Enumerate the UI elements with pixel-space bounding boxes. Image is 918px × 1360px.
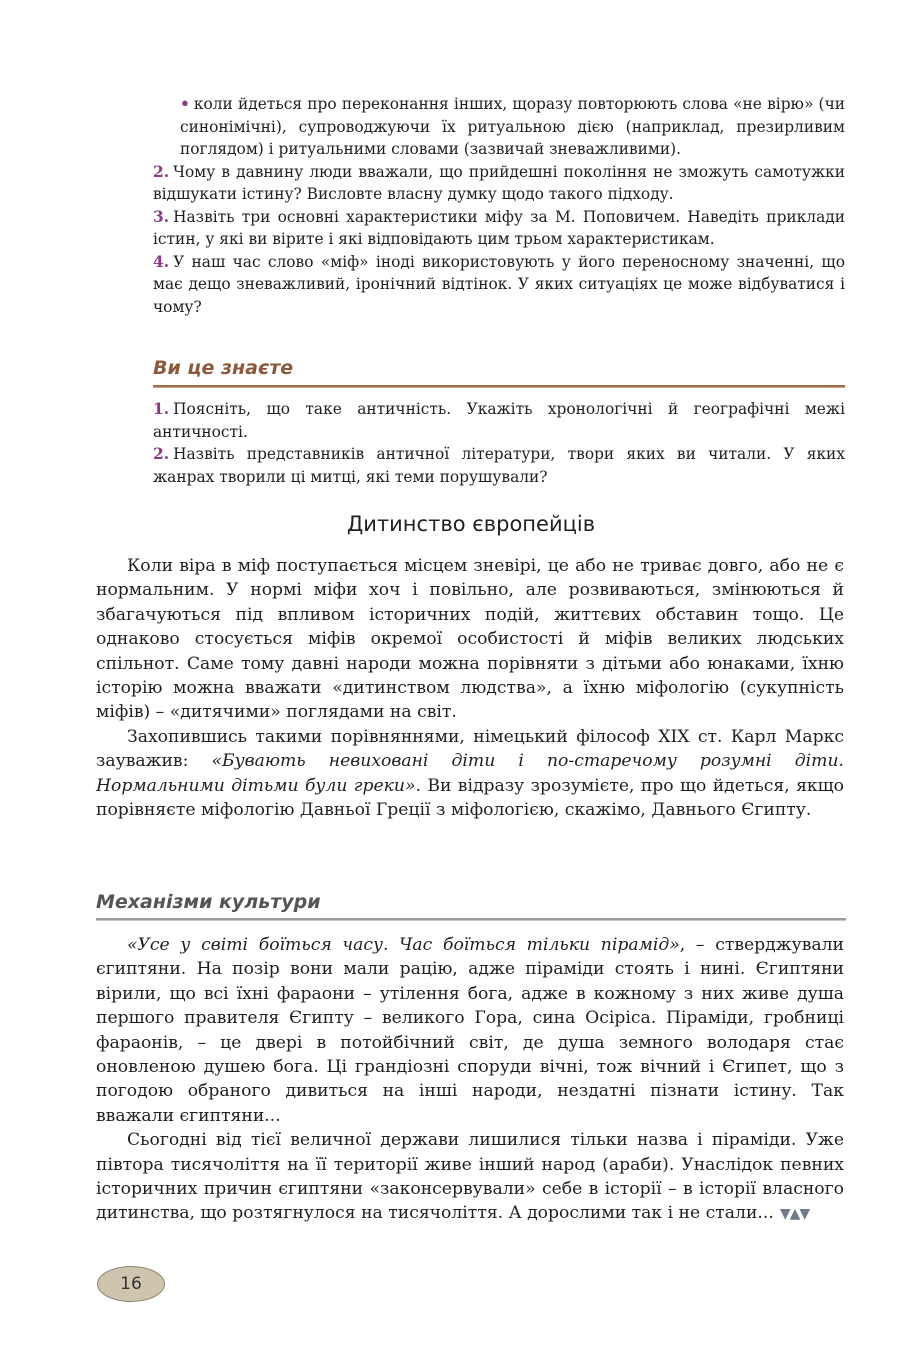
- chapter-title: Дитинство європейців: [346, 512, 596, 536]
- section-rule: [153, 385, 845, 388]
- paragraph: Коли віра в міф поступається місцем зневірі, це або не триває довго, або не є нормальним. У нормі міфи хоч і повільно, але розвиваються, змінюються й збагачуються під впливом історичних подій, життєвих обставин тощо. Це однаково стосується міфів окремої особистості й міфів великих людських спільнот. Саме тому давні народи можна порівняти з дітьми або юнаками, їхню історію можна вважати «дитинством людства», а їхню міфологію (сукупність міфів) – «дитячими» поглядами на світ.: [96, 556, 844, 723]
- page-number: 16: [97, 1266, 165, 1302]
- culture-text: [96, 933, 844, 1227]
- quote: «Бувають невиховані діти і по-старечому розумні діти. Нормальними дітьми були греки»: [96, 751, 844, 796]
- known-question-2: 2. Назвіть представників античної літератури, твори яких ви читали. У яких жанрах творили ці митці, які теми порушували?: [153, 445, 845, 486]
- paragraph: Сьогодні від тієї величної держави лишилися тільки назва і піраміди. Уже півтора тисячоліття на її території живе інший народ (араби). Унаслідок певних історичних причин єгиптяни «законсервували» себе в історії – в історії власного дитинства, що розтягнулося на тисячоліття. А дорослими так і не стали... ▼▲▼: [96, 1130, 844, 1224]
- paragraph: «Усе у світі боїться часу. Час боїться тільки пірамід», – стверджували єгиптяни. На позір вони мали рацію, адже піраміди стоять і нині. Єгиптяни вірили, що всі їхні фараони – утілення бога, адже в кожному з них живе душа першого правителя Єгипту – великого Гора, сина Осіріса. Піраміди, гробниці фараонів, – це двері в потойбічний світ, де душа земного володаря стає оновленою душею бога. Ці грандіозні споруди вічні, тож вічний і Єгипет, що з погодою обраного дивиться на інші народи, нездатні пізнати істину. Так вважали єгиптяни...: [96, 935, 844, 1126]
- known-questions: [153, 398, 845, 488]
- top-questions: [153, 93, 845, 318]
- paragraph: Захопившись такими порівняннями, німецький філософ XIX ст. Карл Маркс зауважив: «Бувають невиховані діти і по-старечому розумні діти. Нормальними дітьми були греки». Ви відразу зрозумієте, про що йдеться, якщо порівняєте міфологію Давньої Греції з міфологією, скажімо, Давнього Єгипту.: [96, 726, 844, 821]
- question-3: 3. Назвіть три основні характеристики міфу за М. Поповичем. Наведіть приклади істин, у які ви вірите і які відповідають цим трьом характеристикам.: [153, 207, 845, 248]
- main-text: [96, 554, 844, 822]
- section-rule: [96, 918, 846, 921]
- triangle-marks-icon: ▼▲▼: [779, 1206, 810, 1223]
- bullet-icon: •: [180, 95, 190, 113]
- question-4: 4. У наш час слово «міф» іноді використовують у його переносному значенні, що має дещо зневажливий, іронічний відтінок. У яких ситуаціях це може відбуватися і чому?: [153, 252, 845, 316]
- section-heading-known: Ви це знаєте: [153, 357, 294, 379]
- bullet-item: • коли йдеться про переконання інших, щоразу повторюють слова «не вірю» (чи синонімічні), супроводжуючи їх ритуальною дією (наприклад, презирливим поглядом) і ритуальними словами (зазвичай зневажливими).: [180, 95, 845, 158]
- known-question-1: 1. Поясніть, що таке античність. Укажіть хронологічні й географічні межі античності.: [153, 400, 845, 441]
- question-2: 2. Чому в давнину люди вважали, що прийдешні покоління не зможуть самотужки відшукати істину? Висловте власну думку щодо такого підходу.: [153, 162, 845, 203]
- quote: «Усе у світі боїться часу. Час боїться тільки пірамід»: [127, 935, 680, 955]
- section-heading-culture: Механізми культури: [96, 891, 321, 913]
